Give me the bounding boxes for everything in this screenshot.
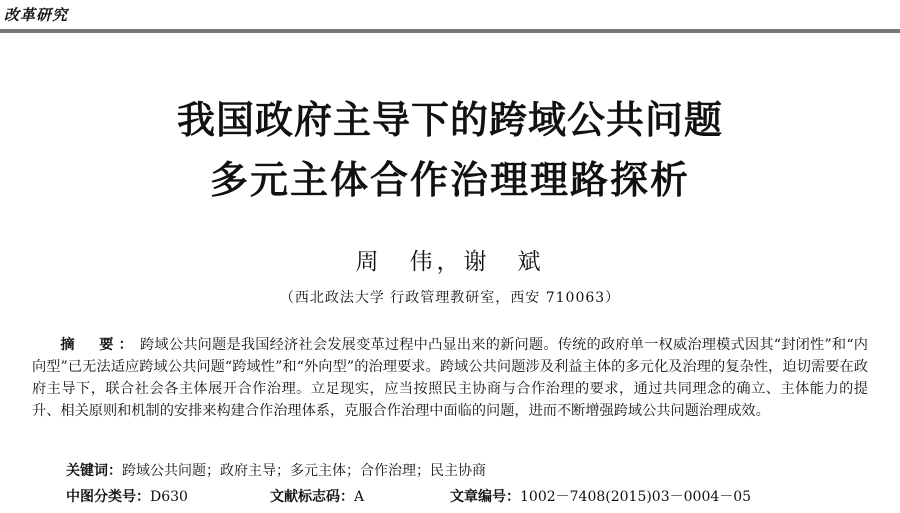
paper-title-line-1: 我国政府主导下的跨域公共问题 [176,98,723,142]
abstract-label: 摘 要： [60,337,139,353]
keywords [66,460,486,480]
article-number-value: 1002－7408(2015)03－0004－05 [520,489,752,505]
article-number [450,486,751,506]
document-code [270,486,364,506]
header-rule [0,29,900,33]
clc-label: 中图分类号： [66,489,150,505]
document-code-value: A [354,489,365,505]
keywords-label: 关键词： [66,463,122,479]
clc-number [66,486,188,506]
author-affiliation: （西北政法大学 行政管理教研室，西安 710063） [279,290,621,306]
document-code-label: 文献标志码： [270,489,354,505]
paper-authors: 周 伟，谢 斌 [355,249,545,275]
keywords-text: 跨域公共问题；政府主导；多元主体；合作治理；民主协商 [122,463,486,479]
article-number-label: 文章编号： [450,489,520,505]
running-head-section: 改革研究 [4,6,69,24]
abstract [32,334,868,422]
clc-value: D630 [150,489,188,505]
abstract-text: 跨域公共问题是我国经济社会发展变革过程中凸显出来的新问题。传统的政府单一权威治理模式因其“封闭性”和“内向型”已无法适应跨域公共问题“跨域性”和“外向型”的治理要求。跨域公共问题涉及利益主体的多元化及治理的复杂性，迫切需要在政府主导下，联合社会各主体展开合作治理。立足现实，应当按照民主协商与合作治理的要求，通过共同理念的确立、主体能力的提升、相关原则和机制的安排来构建合作治理体系，克服合作治理中面临的问题，进而不断增强跨域公共问题治理成效。 [32,337,868,419]
paper-title-line-2: 多元主体合作治理理路探析 [209,158,690,202]
